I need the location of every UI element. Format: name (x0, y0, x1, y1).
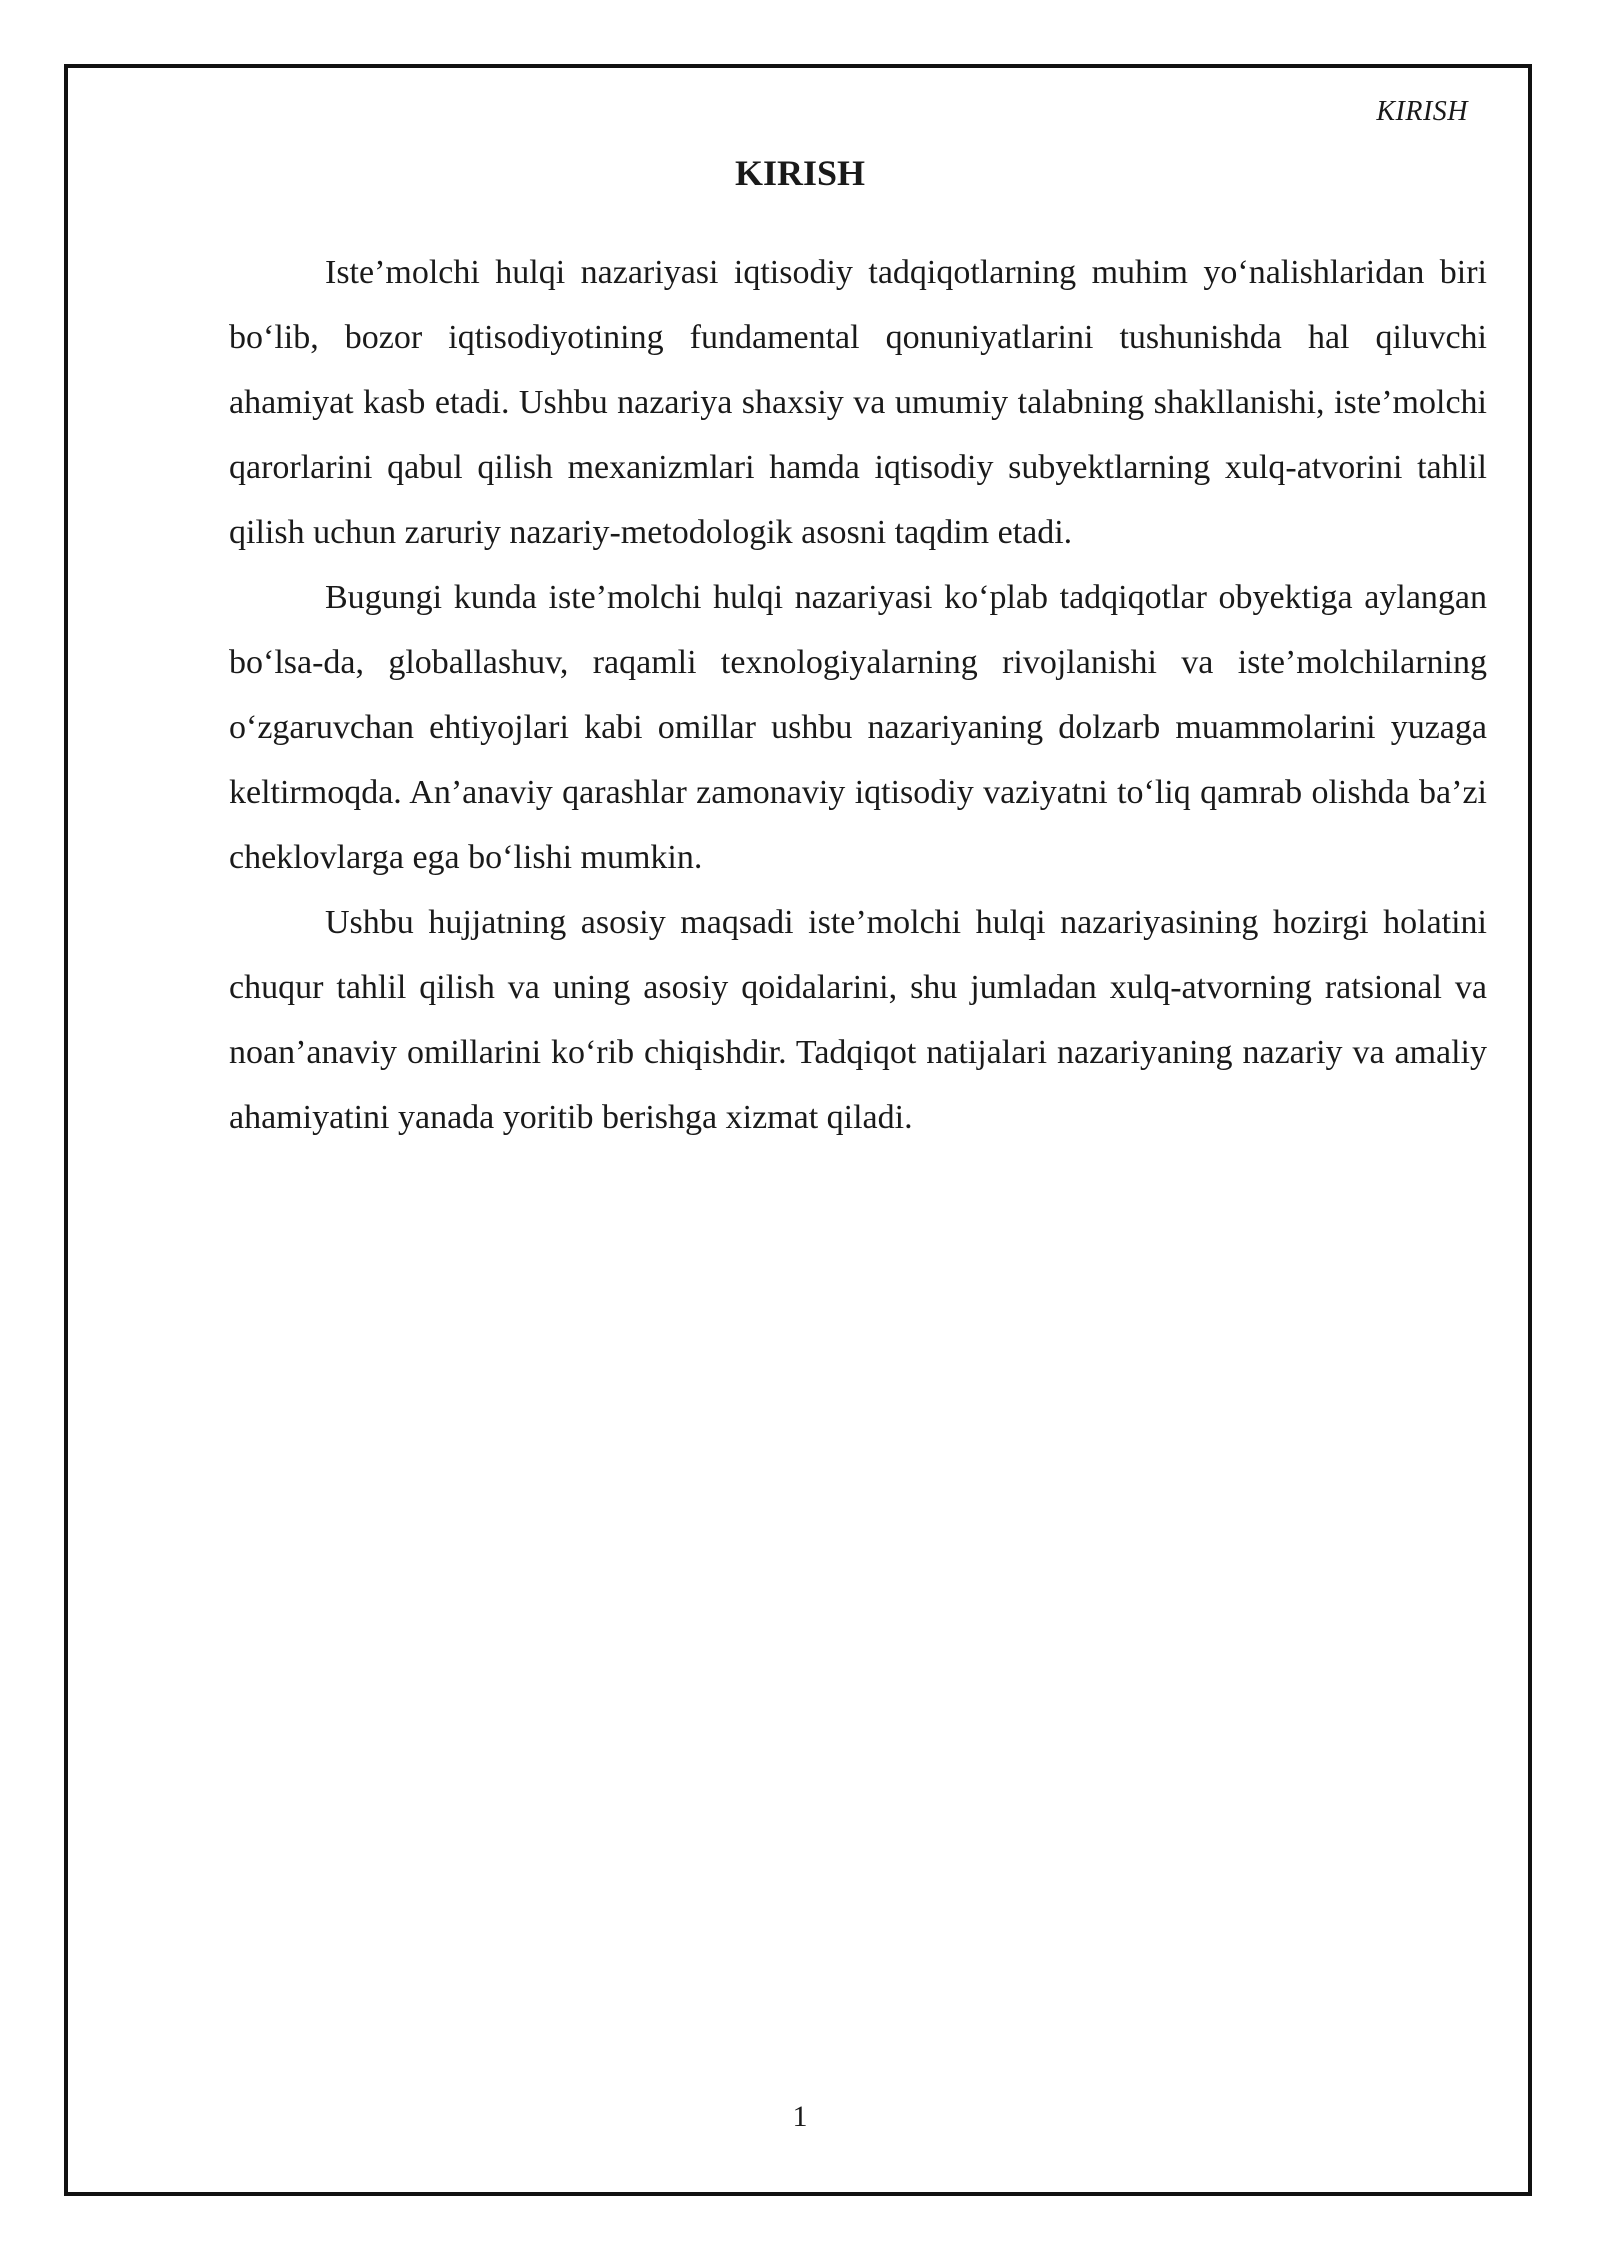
body-text (229, 240, 1487, 1150)
section-title: KIRISH (734, 153, 866, 193)
paragraph-3: Ushbu hujjatning asosiy maqsadi iste’molchi hulqi nazariyasining hozirgi holatini chuqur tahlil qilish va uning asosiy qoidalarini, shu jumladan xulq-atvorning ratsional va noan’anaviy omillarini ko‘rib chiqishdir. Tadqiqot natijalari nazariyaning nazariy va amaliy ahamiyatini yanada yoritib berishga xizmat qiladi. (229, 904, 1487, 1136)
paragraph-2: Bugungi kunda iste’molchi hulqi nazariyasi ko‘plab tadqiqotlar obyektiga aylangan bo‘lsa-da, globallashuv, raqamli texnologiyalarning rivojlanishi va iste’molchilarning o‘zgaruvchan ehtiyojlari kabi omillar ushbu nazariyaning dolzarb muammolarini yuzaga keltirmoqda. An’anaviy qarashlar zamonaviy iqtisodiy vaziyatni to‘liq qamrab olishda ba’zi cheklovlarga ega bo‘lishi mumkin. (229, 579, 1487, 876)
paragraph-1: Iste’molchi hulqi nazariyasi iqtisodiy tadqiqotlarning muhim yo‘nalishlaridan biri bo‘lib, bozor iqtisodiyotining fundamental qonuniyatlarini tushunishda hal qiluvchi ahamiyat kasb etadi. Ushbu nazariya shaxsiy va umumiy talabning shakllanishi, iste’molchi qarorlarini qabul qilish mexanizmlari hamda iqtisodiy subyektlarning xulq-atvorini tahlil qilish uchun zaruriy nazariy-metodologik asosni taqdim etadi. (229, 254, 1487, 551)
running-header: KIRISH (1376, 96, 1468, 127)
page-number: 1 (792, 2100, 808, 2133)
